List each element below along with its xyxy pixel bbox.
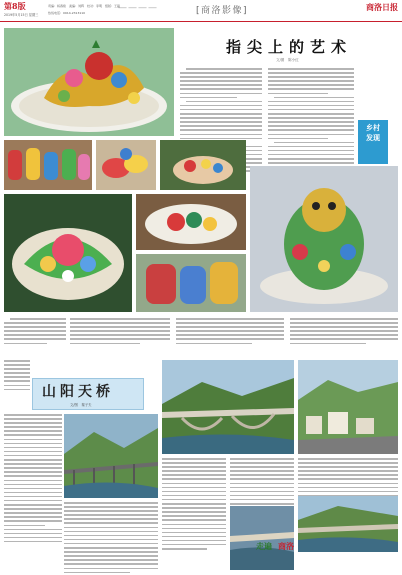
article-text-craft-col6 [290,318,398,347]
photo-dough-plate [136,194,246,250]
decorative-dashes: ———— [118,3,158,13]
photo-dough-tiger [250,166,398,312]
article-text-bridge-col5 [64,502,158,575]
photo-dough-figures-row [4,140,92,190]
article-text-bridge-col0 [4,360,30,393]
photo-dough-detail [136,254,246,312]
masthead [0,0,402,22]
photo-dough-birds [96,140,156,190]
article-text-craft-col5 [176,318,284,347]
photo-artisan-hands [160,140,246,190]
article-title-bridge: 山阳天桥 [42,384,114,400]
issue-date: 2019年5月15日 星期三 [4,13,39,17]
photo-dough-dragon [4,28,174,136]
badge-line-2: 发现 [366,134,380,142]
article-text-craft-col3 [4,318,66,347]
photo-bridge-valley [64,414,158,498]
article-byline-craft: 文/图 陈小红 [276,58,299,62]
photo-dough-lotus [4,194,132,312]
section-name: [商洛影像] [196,6,249,16]
edition-number: 第8版 [4,1,26,11]
photo-bridge-arch [162,360,294,454]
article-title-craft: 指尖上的艺术 [226,38,353,56]
footer-logo-left: 走遍 [256,542,272,551]
photo-bridge-river [298,496,398,552]
photo-bridge-night [230,506,294,570]
newspaper-logo: 商洛日报 [366,2,398,12]
photo-bridge-town [298,360,398,454]
badge-line-1: 乡村 [366,124,380,132]
article-text-craft-col4 [70,318,170,347]
column-badge-rural-discovery [358,120,388,164]
footer-logo-right: 商洛 [278,542,294,551]
editor-credits: 责编：杨春艳 美编：刘辉 校对：李明 组版：王磊 [48,4,121,8]
article-text-craft-col2 [268,68,354,170]
contact-line: 热线电话：0914-2313110 [48,11,86,15]
article-text-bridge-col2 [162,458,226,552]
article-byline-bridge: 文/图 秦子夫 [70,403,92,407]
article-text-bridge-col1 [4,414,62,545]
